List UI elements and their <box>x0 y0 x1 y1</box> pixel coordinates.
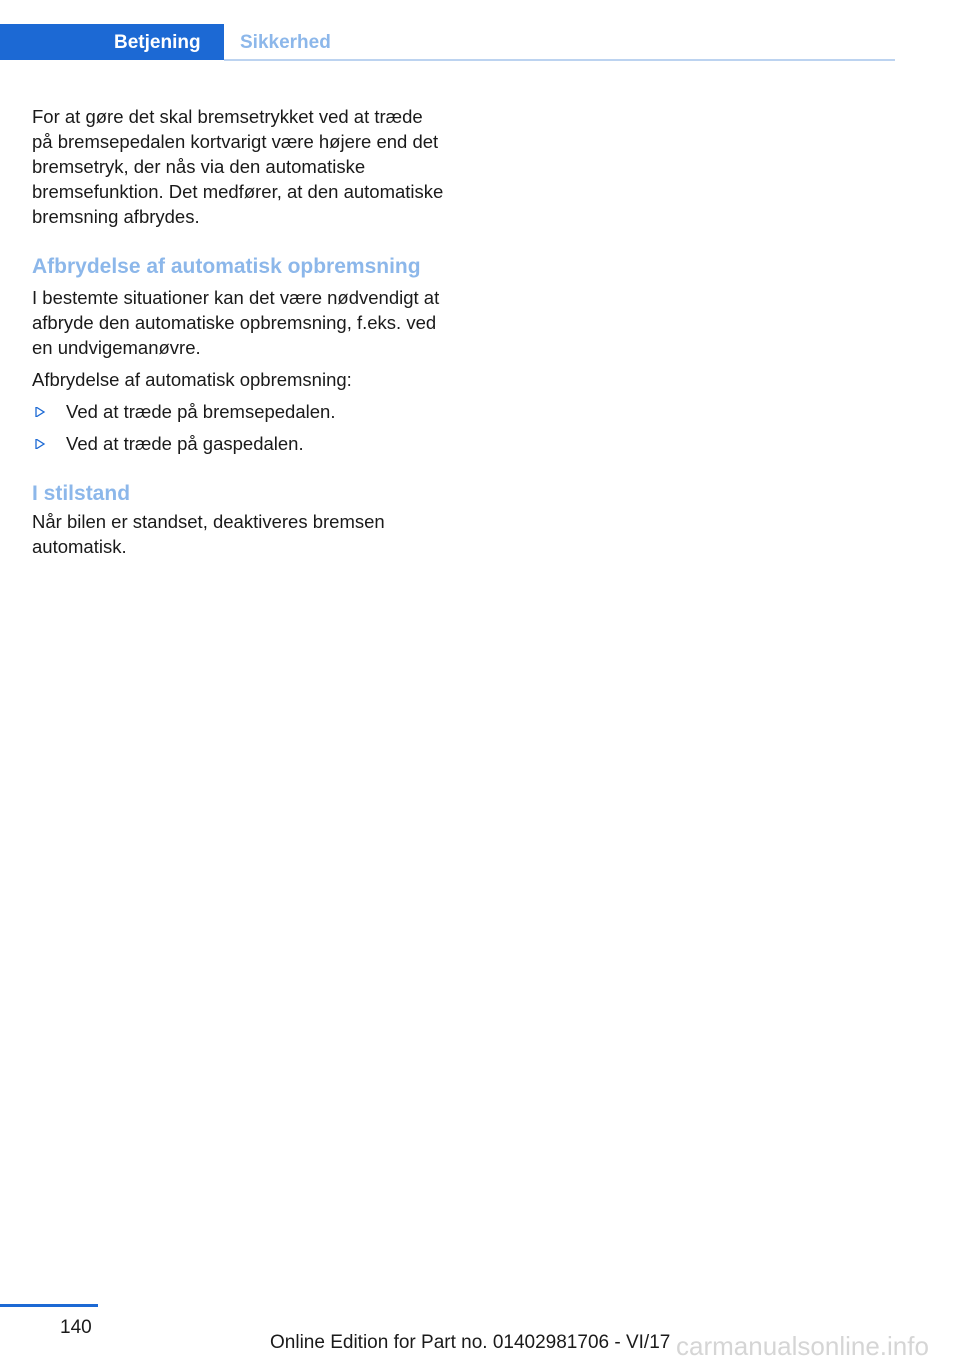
main-content <box>32 104 444 559</box>
intro-paragraph: For at gøre det skal bremsetrykket ved at træde på bremsepedalen kortvarigt være højere end det bremsetryk, der nås via den automatiske bremsefunktion. Det medfører, at den automatiske bremsning afbrydes. <box>32 106 444 227</box>
chapter-header <box>0 24 895 62</box>
list-item <box>32 431 444 456</box>
site-watermark: carmanualsonline.info <box>676 1331 929 1361</box>
edition-note: Online Edition for Part no. 01402981706 - VI/17 <box>270 1332 671 1353</box>
section-heading-stilstand: I stilstand <box>32 482 131 505</box>
header-divider <box>224 59 895 61</box>
page-number: 140 <box>60 1317 92 1338</box>
footer-divider <box>0 1304 98 1307</box>
tab-betjening[interactable]: Betjening <box>0 24 224 60</box>
list-item <box>32 399 444 424</box>
bullet-list <box>32 399 444 456</box>
tab-sikkerhed[interactable]: Sikkerhed <box>240 32 331 53</box>
triangle-bullet-icon <box>34 439 46 449</box>
section-heading-afbrydelse: Afbrydelse af automatisk opbremsning <box>32 255 421 278</box>
section1-paragraph: I bestemte situationer kan det være nødvendigt at afbryde den automatiske opbremsning, f.eks. ved en undvigemanøvre. <box>32 287 440 358</box>
list-item-text: Ved at træde på bremsepedalen. <box>66 401 336 422</box>
triangle-bullet-icon <box>34 407 46 417</box>
section2-paragraph: Når bilen er standset, deaktiveres bremsen automatisk. <box>32 511 385 557</box>
list-item-text: Ved at træde på gaspedalen. <box>66 433 304 454</box>
section1-list-intro: Afbrydelse af automatisk opbremsning: <box>32 369 352 390</box>
